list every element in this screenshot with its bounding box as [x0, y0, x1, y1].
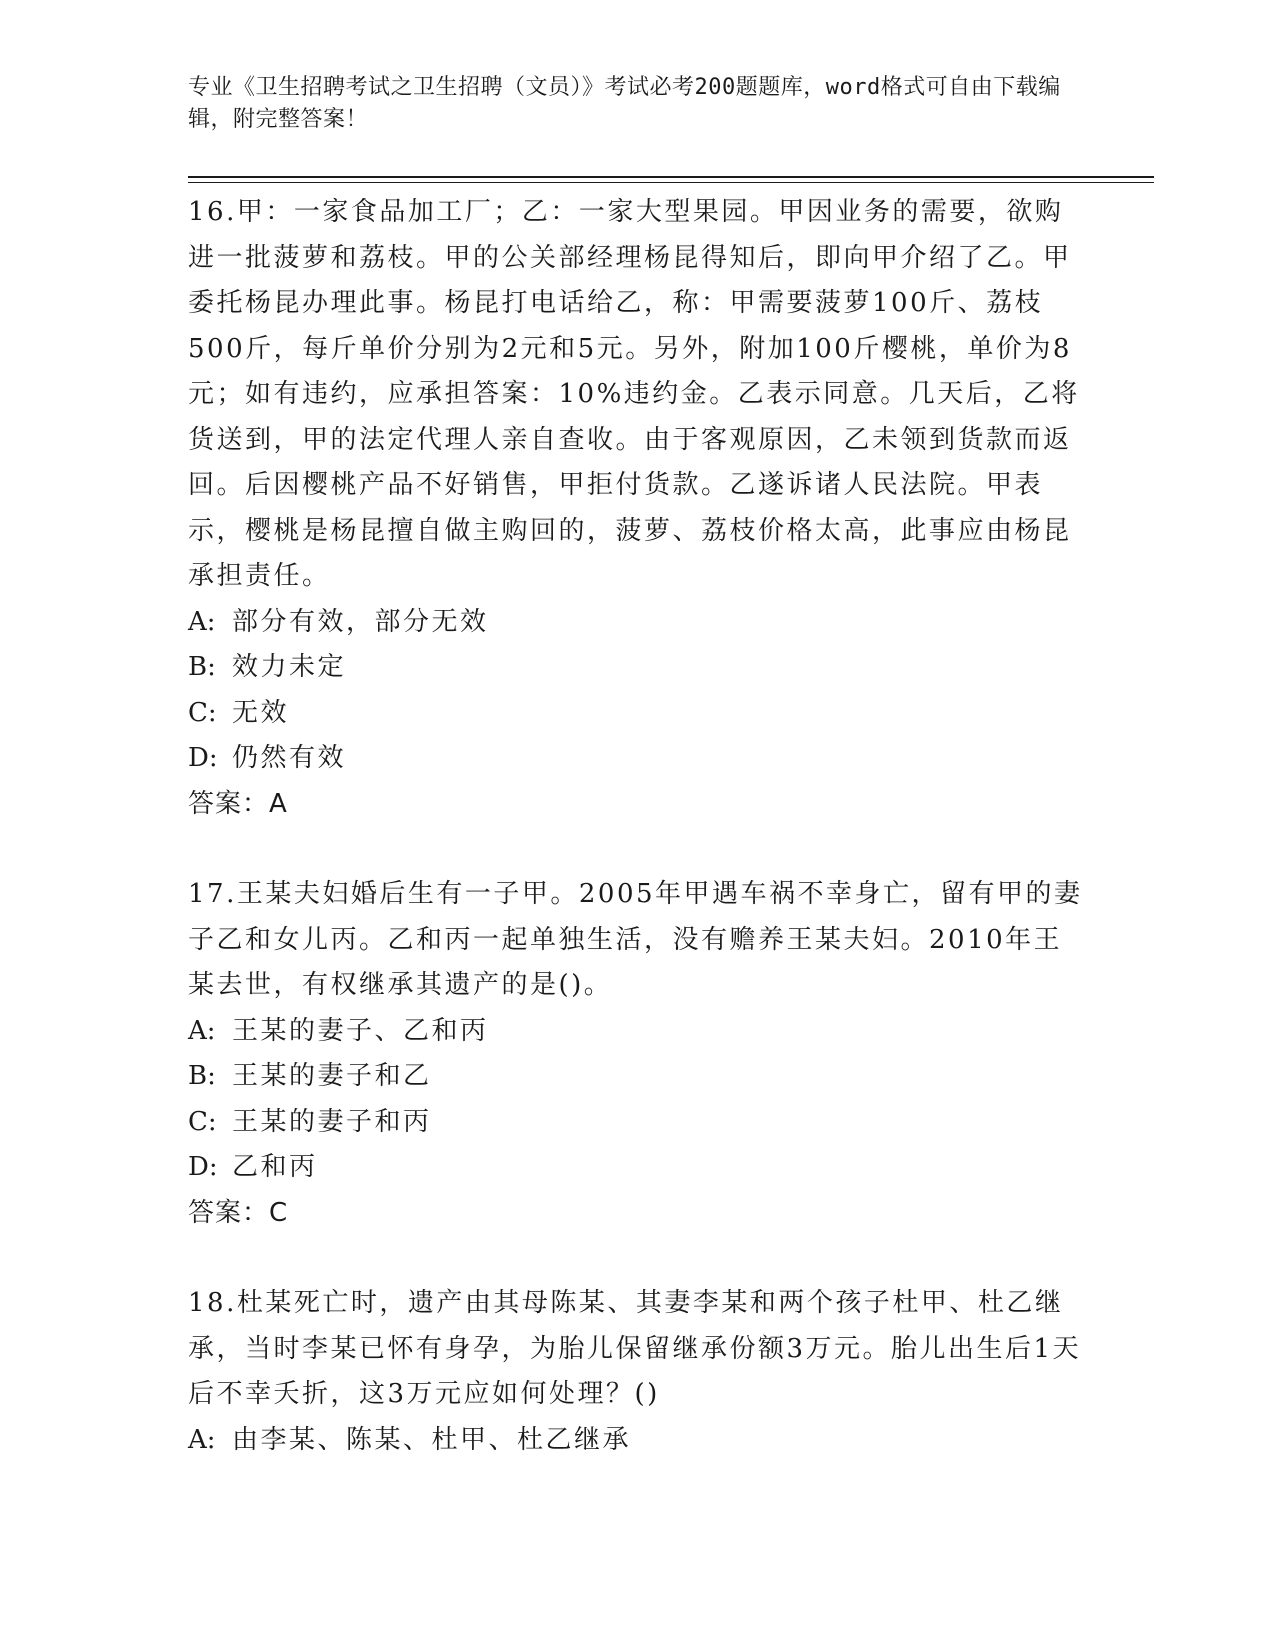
- option-text: 仍然有效: [232, 743, 347, 773]
- option-key: A:: [188, 606, 216, 637]
- header-divider-thin: [188, 182, 1154, 183]
- option-text: 部分有效，部分无效: [232, 606, 489, 637]
- answer-label: 答案：: [188, 788, 270, 819]
- document-title: 专业《卫生招聘考试之卫生招聘（文员）》考试必考200题题库，word格式可自由下载编辑，附完整答案！: [188, 75, 1061, 132]
- answer-value: A: [269, 788, 288, 819]
- page-header: [188, 72, 1088, 136]
- question-number: 18.: [188, 1288, 237, 1318]
- option-text: 王某的妻子、乙和丙: [232, 1015, 489, 1046]
- question-text: 王某夫妇婚后生有一子甲。2005年甲遇车祸不幸身亡，留有甲的妻子乙和女儿丙。乙和丙一起单独生活，没有赡养王某夫妇。2010年王某去世，有权继承其遗产的是()。: [188, 879, 1083, 1000]
- answer-label: 答案：: [188, 1197, 270, 1228]
- option-a: [188, 1418, 1088, 1464]
- option-key: B:: [188, 1061, 216, 1091]
- header-divider: [188, 176, 1154, 178]
- question-number: 17.: [188, 879, 237, 909]
- question-16: [188, 190, 1088, 827]
- question-text: 甲：一家食品加工厂；乙：一家大型果园。甲因业务的需要，欲购进一批菠萝和荔枝。甲的公关部经理杨昆得知后，即向甲介绍了乙。甲委托杨昆办理此事。杨昆打电话给乙，称：甲需要菠萝100斤、荔枝500斤，每斤单价分别为2元和5元。另外，附加100斤樱桃，单价为8元；如有违约，应承担答案：10%违约金。乙表示同意。几天后，乙将货送到，甲的法定代理人亲自查收。由于客观原因，乙未领到货款而返回。后因樱桃产品不好销售，甲拒付货款。乙遂诉诸人民法院。甲表示，樱桃是杨昆擅自做主购回的，菠萝、荔枝价格太高，此事应由杨昆承担责任。: [188, 197, 1080, 591]
- question-stem: [188, 872, 1088, 1009]
- option-a: [188, 1009, 1088, 1055]
- option-text: 无效: [232, 697, 290, 728]
- question-text: 杜某死亡时，遗产由其母陈某、其妻李某和两个孩子杜甲、杜乙继承，当时李某已怀有身孕，为胎儿保留继承份额3万元。胎儿出生后1天后不幸夭折，这3万元应如何处理？(): [188, 1288, 1082, 1409]
- option-b: [188, 1054, 1088, 1100]
- option-c: [188, 1100, 1088, 1146]
- question-stem: [188, 1281, 1088, 1418]
- option-text: 由李某、陈某、杜甲、杜乙继承: [232, 1424, 632, 1455]
- option-d: [188, 1145, 1088, 1191]
- question-18: [188, 1281, 1088, 1463]
- question-17: [188, 872, 1088, 1236]
- option-key: C:: [188, 697, 217, 728]
- option-text: 王某的妻子和丙: [232, 1106, 432, 1137]
- option-key: D:: [188, 1152, 218, 1182]
- option-d: [188, 736, 1088, 782]
- question-list: [188, 190, 1088, 1508]
- option-text: 王某的妻子和乙: [232, 1061, 432, 1091]
- option-key: C:: [188, 1106, 217, 1137]
- question-number: 16.: [188, 197, 237, 227]
- answer-line: [188, 1191, 1088, 1237]
- option-text: 乙和丙: [232, 1152, 318, 1182]
- answer-line: [188, 782, 1088, 828]
- option-key: D:: [188, 743, 218, 773]
- option-b: [188, 645, 1088, 691]
- option-key: A:: [188, 1424, 216, 1455]
- option-a: [188, 600, 1088, 646]
- option-key: A:: [188, 1015, 216, 1046]
- question-stem: [188, 190, 1088, 600]
- answer-value: C: [269, 1197, 289, 1228]
- option-text: 效力未定: [232, 652, 347, 682]
- option-c: [188, 691, 1088, 737]
- option-key: B:: [188, 652, 216, 682]
